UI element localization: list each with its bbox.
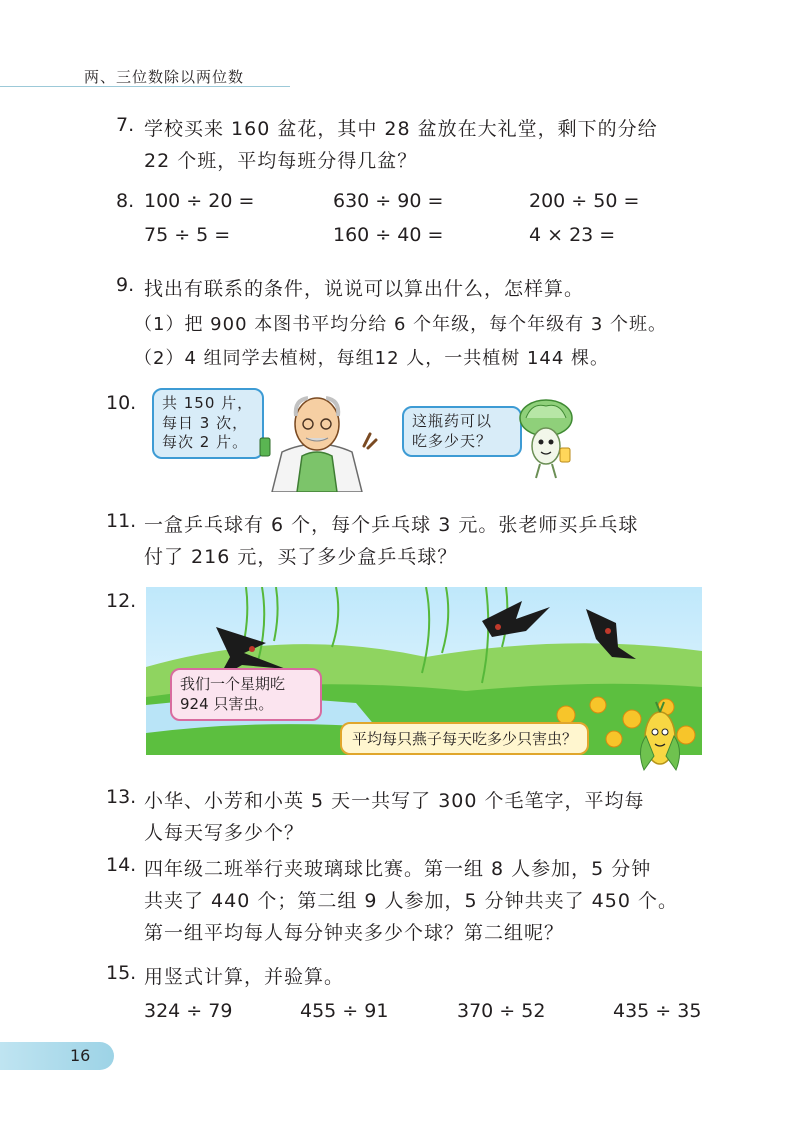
- chapter-title: 两、三位数除以两位数: [84, 68, 245, 86]
- q8-expr-6: 4 × 23 =: [529, 224, 616, 246]
- q13-line1: 小华、小芳和小英 5 天一共写了 300 个毛笔字，平均每: [144, 790, 645, 812]
- bubble-line: 每日 3 次，: [162, 413, 249, 432]
- q9-item2: （2）4 组同学去植树，每组12 人，一共植树 144 棵。: [134, 348, 610, 369]
- q8-expr-3: 200 ÷ 50 =: [529, 190, 640, 212]
- q12-bubble-right: 平均每只燕子每天吃多少只害虫？: [340, 722, 589, 755]
- q8-expr-2: 630 ÷ 90 =: [333, 190, 444, 212]
- doctor-illustration: [252, 386, 382, 492]
- q8-expr-1: 100 ÷ 20 =: [144, 190, 255, 212]
- q12-bubble-left: [170, 668, 322, 721]
- bubble-line: 我们一个星期吃: [180, 675, 286, 693]
- q14-line1: 四年级二班举行夹玻璃球比赛。第一组 8 人参加，5 分钟: [144, 858, 652, 880]
- bubble-line: 吃多少天？: [412, 431, 493, 450]
- page-number-tab: [0, 1042, 114, 1070]
- q10-bubble-left: [152, 388, 264, 459]
- q15-intro: 用竖式计算，并验算。: [144, 966, 345, 988]
- corn-character-illustration: [630, 700, 690, 774]
- bubble-line: 924 只害虫。: [180, 695, 274, 714]
- q11-line2: 付了 216 元，买了多少盒乒乓球？: [144, 546, 458, 568]
- q12-number: 12.: [106, 590, 137, 612]
- q11-line1: 一盒乒乓球有 6 个，每个乒乓球 3 元。张老师买乒乓球: [144, 514, 639, 536]
- bubble-line: 共 150 片，: [162, 394, 254, 412]
- q10-number: 10.: [106, 392, 137, 414]
- q7-number: 7.: [116, 114, 135, 136]
- bubble-line: 这瓶药可以: [412, 412, 493, 430]
- q14-line3: 第一组平均每人每分钟夹多少个球？第二组呢？: [144, 922, 565, 944]
- page-number: 16: [70, 1046, 91, 1065]
- q14-line2: 共夹了 440 个；第二组 9 人参加，5 分钟共夹了 450 个。: [144, 890, 678, 912]
- q9-intro: 找出有联系的条件，说说可以算出什么，怎样算。: [144, 278, 585, 300]
- bubble-line: 每次 2 片。: [162, 433, 249, 451]
- q10-bubble-right: [402, 406, 522, 457]
- q15-expr-3: 370 ÷ 52: [457, 1000, 546, 1022]
- q8-expr-4: 75 ÷ 5 =: [144, 224, 231, 246]
- q8-expr-5: 160 ÷ 40 =: [333, 224, 444, 246]
- q9-item1: （1）把 900 本图书平均分给 6 个年级，每个年级有 3 个班。: [134, 314, 668, 335]
- q7-line2: 22 个班，平均每班分得几盆？: [144, 150, 418, 172]
- q13-number: 13.: [106, 786, 137, 808]
- q15-expr-1: 324 ÷ 79: [144, 1000, 233, 1022]
- q13-line2: 人每天写多少个？: [144, 822, 305, 844]
- q15-expr-4: 435 ÷ 35: [613, 1000, 702, 1022]
- q14-number: 14.: [106, 854, 137, 876]
- q8-number: 8.: [116, 190, 135, 212]
- q11-number: 11.: [106, 510, 137, 532]
- q15-expr-2: 455 ÷ 91: [300, 1000, 389, 1022]
- q7-line1: 学校买来 160 盆花，其中 28 盆放在大礼堂，剩下的分给: [144, 118, 658, 140]
- q9-number: 9.: [116, 274, 135, 296]
- q15-number: 15.: [106, 962, 137, 984]
- cabbage-character-illustration: [512, 396, 580, 480]
